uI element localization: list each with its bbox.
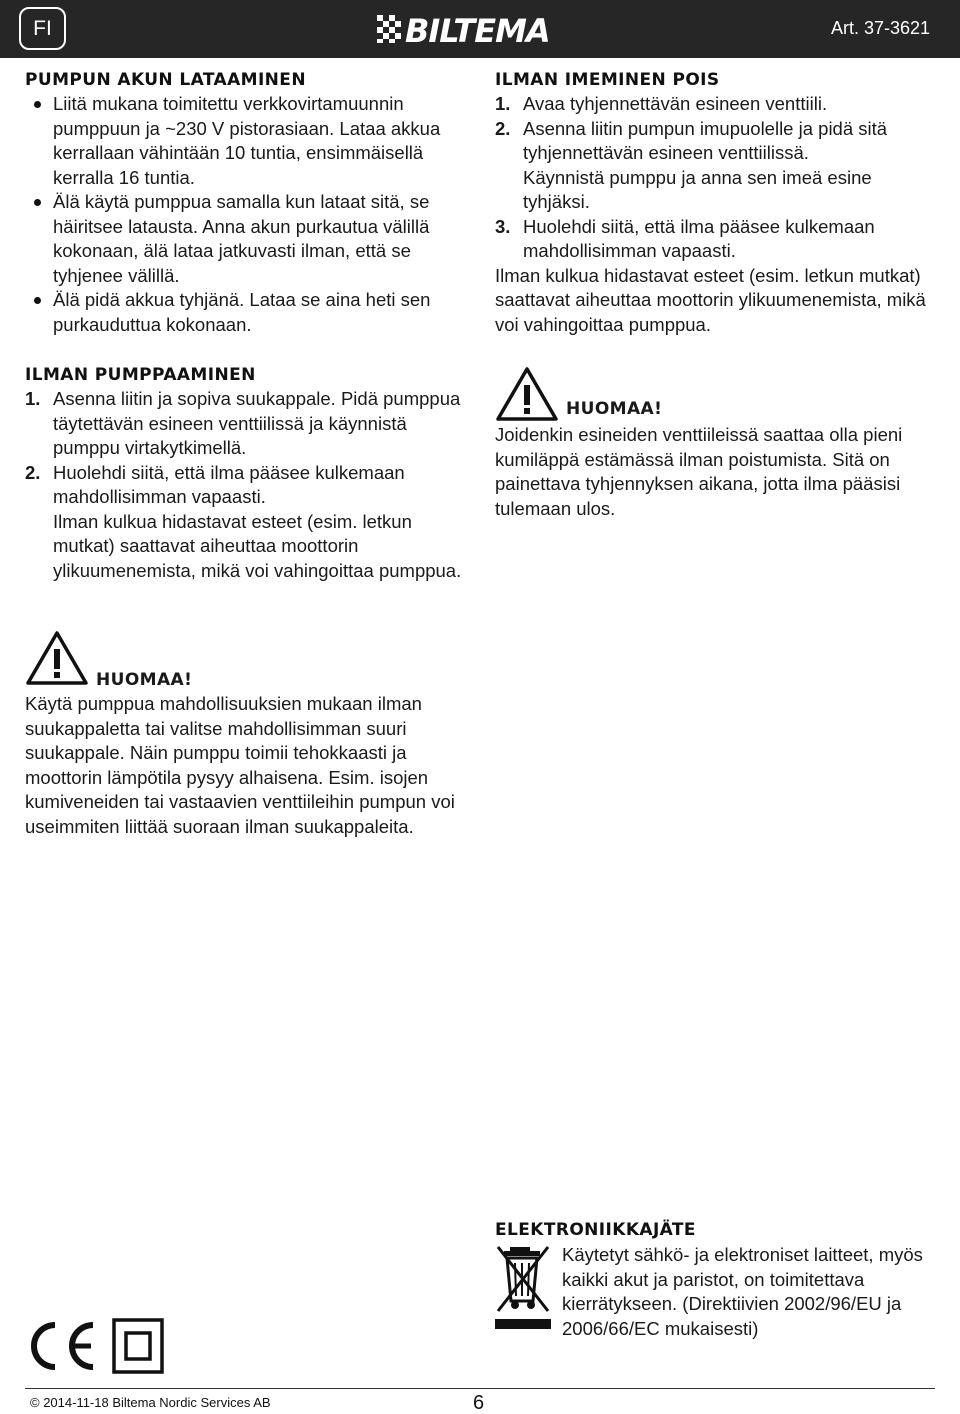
double-insulation-icon (114, 1320, 162, 1372)
language-badge: FI (19, 7, 66, 50)
step-text: Huolehdi siitä, että ilma pääsee kulkemaan mahdollisimman vapaasti. (523, 215, 875, 261)
page-number: 6 (473, 1392, 485, 1414)
biltema-logo (377, 12, 587, 46)
weee-text: Käytetyt sähkö- ja elektroniset laitteet, myös kaikki akut ja paristot, on toimitettava kierrätykseen. (Direktiivien 2002/96/EU ja 2006/66/EC mukaisesti) (562, 1244, 923, 1339)
ce-mark-icon (34, 1325, 93, 1367)
step-text: Asenna liitin ja sopiva suukappale. Pidä pumppua täytettävän esineen venttiilissä ja käynnistä pumppu virtakytkimellä. (53, 388, 461, 458)
step-subtext: Käynnistä pumppu ja anna sen imeä esine tyhjäksi. (523, 166, 872, 212)
page-header (0, 0, 960, 58)
list-item: Älä pidä akkua tyhjänä. Lataa se aina heti sen purkauduttua kokonaan. (25, 288, 475, 337)
warning-box-right (495, 366, 935, 526)
list-item: Älä käytä pumppua samalla kun lataat sitä, se häiritsee latausta. Anna akun purkautua välillä kokonaan, älä lataa jatkuvasti ilman, että se tyhjenee välillä. (25, 190, 475, 288)
step-number: 3. (495, 215, 511, 237)
step-text: Asenna liitin pumpun imupuolelle ja pidä sitä tyhjennettävän esineen venttiilissä. (523, 117, 888, 163)
warning-title: HUOMAA! (96, 670, 193, 690)
weee-title: ELEKTRONIIKKAJÄTE (495, 1220, 696, 1240)
article-number: Art. 37-3621 (830, 18, 930, 38)
suction-title: ILMAN IMEMINEN POIS (495, 70, 720, 90)
step-3 (495, 215, 935, 264)
suction-section (495, 68, 935, 337)
step-number: 1. (25, 388, 41, 409)
list-item: Liitä mukana toimitettu verkkovirtamuunnin pumppuun ja ~230 V pistorasiaan. Lataa akkua kerrallaan vähintään 10 tuntia, ensimmäisellä kerralla 16 tuntia. (25, 92, 475, 190)
warning-box-left (25, 630, 475, 870)
step-2 (25, 461, 475, 584)
certification-marks (25, 1317, 165, 1375)
step-number: 2. (495, 117, 511, 139)
step-note: Ilman kulkua hidastavat esteet (esim. letkun mutkat) saattavat aiheuttaa moottorin ylikuumenemista, mikä voi vahingoittaa pumppua. (53, 510, 462, 581)
charging-section (25, 68, 475, 337)
step-2 (495, 117, 935, 215)
warning-text: Joidenkin esineiden venttiileissä saattaa olla pieni kumiläppä estämässä ilman poistumista. Sitä on painettava tyhjennyksen aikana, jotta ilma pääsisi tulemaan ulos. (495, 424, 903, 519)
footer-divider (25, 1388, 935, 1389)
warning-text: Käytä pumppua mahdollisuuksien mukaan ilman suukappaletta tai valitse mahdollisimman suuri suukappale. Näin pumppu toimii tehokkaasti ja moottorin lämpötila pysyy alhaisena. Esim. isojen kumiveneiden tai vastaavien venttiileihin pumpun voi useimmiten liittää suoraan ilman suukappaleita. (25, 693, 455, 837)
step-1 (25, 387, 475, 461)
pumping-section (25, 363, 475, 583)
step-text: Avaa tyhjennettävän esineen venttiili. (523, 93, 828, 114)
pumping-title: ILMAN PUMPPAAMINEN (25, 365, 256, 385)
step-1 (495, 92, 935, 117)
checkered-flag-icon (377, 15, 401, 43)
weee-crossed-bin-icon (495, 1243, 553, 1331)
warning-triangle-icon (495, 366, 559, 422)
warning-title: HUOMAA! (566, 399, 663, 419)
copyright: © 2014-11-18 Biltema Nordic Services AB (30, 1395, 271, 1410)
brand-wordmark: BILTEMA (405, 12, 550, 46)
step-number: 1. (495, 93, 511, 114)
suction-note: Ilman kulkua hidastavat esteet (esim. letkun mutkat) saattavat aiheuttaa moottorin ylikuumenemista, mikä voi vahingoittaa pumppua. (495, 264, 926, 335)
step-text: Huolehdi siitä, että ilma pääsee kulkemaan mahdollisimman vapaasti. (53, 461, 405, 507)
step-number: 2. (25, 461, 41, 483)
charging-title: PUMPUN AKUN LATAAMINEN (25, 70, 306, 90)
charging-bullets (25, 92, 475, 337)
warning-triangle-icon (25, 630, 89, 686)
